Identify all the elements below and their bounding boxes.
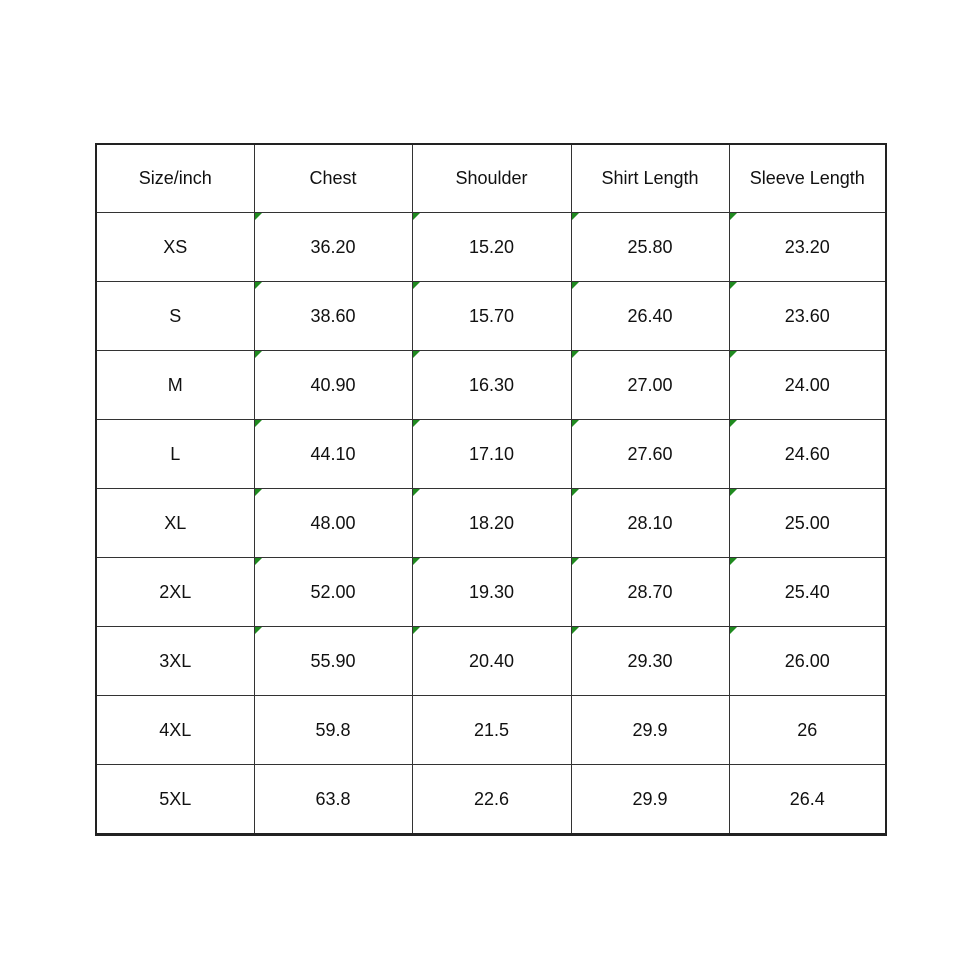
cell-value: 25.00 — [784, 512, 830, 533]
cell-chest — [254, 627, 412, 696]
cell-value: 17.10 — [468, 443, 515, 464]
cell-sleeve-length — [729, 558, 885, 627]
cell-sleeve-length — [729, 627, 885, 696]
header-row — [97, 145, 885, 213]
cell-marker-icon — [255, 351, 262, 358]
cell-size-text: S — [169, 305, 182, 326]
cell-size — [97, 351, 254, 420]
cell-chest — [254, 213, 412, 282]
cell-size — [97, 696, 254, 765]
cell-marker-icon — [255, 489, 262, 496]
cell-value: 26.00 — [784, 650, 830, 671]
cell-value: 26.40 — [627, 305, 673, 326]
cell-value: 15.20 — [468, 236, 515, 257]
cell-marker-icon — [730, 627, 737, 634]
cell-value: 15.70 — [468, 305, 515, 326]
cell-size — [97, 420, 254, 489]
cell-shoulder — [412, 213, 571, 282]
cell-value: 24.00 — [784, 374, 830, 395]
header-shoulder: Shoulder — [412, 145, 571, 213]
cell-marker-icon — [730, 558, 737, 565]
cell-chest — [254, 765, 412, 834]
cell-shirt-length — [571, 282, 729, 351]
table-row — [97, 558, 885, 627]
cell-size — [97, 627, 254, 696]
cell-value: 29.9 — [632, 719, 668, 740]
cell-size-text: M — [167, 374, 183, 395]
cell-marker-icon — [572, 351, 579, 358]
cell-marker-icon — [730, 351, 737, 358]
cell-shirt-length — [571, 696, 729, 765]
cell-sleeve-length — [729, 282, 885, 351]
cell-marker-icon — [730, 213, 737, 220]
cell-value: 23.60 — [784, 305, 830, 326]
cell-shoulder — [412, 282, 571, 351]
cell-chest — [254, 696, 412, 765]
cell-marker-icon — [413, 282, 420, 289]
cell-value: 28.10 — [627, 512, 673, 533]
table-row — [97, 696, 885, 765]
cell-sleeve-length — [729, 351, 885, 420]
size-table — [97, 145, 885, 833]
cell-value: 23.20 — [784, 236, 830, 257]
cell-value: 48.00 — [310, 512, 356, 533]
cell-shoulder — [412, 696, 571, 765]
cell-value: 59.8 — [315, 719, 351, 740]
cell-value: 29.9 — [632, 788, 668, 809]
cell-value: 19.30 — [468, 581, 515, 602]
cell-size — [97, 213, 254, 282]
cell-marker-icon — [413, 489, 420, 496]
cell-shoulder — [412, 351, 571, 420]
cell-value: 24.60 — [784, 443, 830, 464]
cell-value: 16.30 — [468, 374, 515, 395]
cell-shirt-length — [571, 420, 729, 489]
cell-value: 26.4 — [789, 788, 825, 809]
cell-shoulder — [412, 558, 571, 627]
cell-value: 28.70 — [627, 581, 673, 602]
cell-size-text: 2XL — [159, 581, 192, 602]
cell-marker-icon — [255, 420, 262, 427]
cell-value: 29.30 — [627, 650, 673, 671]
cell-value: 63.8 — [315, 788, 351, 809]
cell-size-text: XL — [164, 512, 187, 533]
cell-shirt-length — [571, 351, 729, 420]
cell-sleeve-length — [729, 213, 885, 282]
cell-marker-icon — [730, 420, 737, 427]
cell-size — [97, 765, 254, 834]
cell-marker-icon — [413, 558, 420, 565]
table-row — [97, 489, 885, 558]
cell-size-text: 5XL — [159, 788, 192, 809]
header-shirt-length: Shirt Length — [571, 145, 729, 213]
cell-value: 52.00 — [310, 581, 356, 602]
cell-size — [97, 489, 254, 558]
cell-value: 27.60 — [627, 443, 673, 464]
header-size: Size/inch — [97, 145, 254, 213]
table-row — [97, 765, 885, 834]
cell-size-text: L — [170, 443, 181, 464]
cell-marker-icon — [255, 627, 262, 634]
cell-value: 38.60 — [310, 305, 356, 326]
header-chest: Chest — [254, 145, 412, 213]
table-row — [97, 627, 885, 696]
cell-value: 27.00 — [627, 374, 673, 395]
cell-value: 36.20 — [310, 236, 356, 257]
cell-marker-icon — [572, 627, 579, 634]
table-body — [97, 213, 885, 834]
cell-shoulder — [412, 420, 571, 489]
cell-marker-icon — [572, 558, 579, 565]
cell-value: 55.90 — [310, 650, 356, 671]
cell-marker-icon — [572, 420, 579, 427]
cell-marker-icon — [255, 213, 262, 220]
cell-sleeve-length — [729, 420, 885, 489]
cell-value: 20.40 — [468, 650, 515, 671]
cell-chest — [254, 351, 412, 420]
cell-marker-icon — [730, 489, 737, 496]
cell-marker-icon — [413, 420, 420, 427]
cell-chest — [254, 489, 412, 558]
cell-size — [97, 282, 254, 351]
cell-value: 22.6 — [473, 788, 510, 809]
table-row — [97, 213, 885, 282]
header-sleeve-length: Sleeve Length — [729, 145, 885, 213]
cell-chest — [254, 420, 412, 489]
cell-marker-icon — [255, 558, 262, 565]
cell-value: 25.40 — [784, 581, 830, 602]
cell-sleeve-length — [729, 696, 885, 765]
cell-size — [97, 558, 254, 627]
table-row — [97, 282, 885, 351]
cell-shirt-length — [571, 489, 729, 558]
cell-shoulder — [412, 765, 571, 834]
cell-size-text: 3XL — [159, 650, 192, 671]
cell-marker-icon — [572, 213, 579, 220]
cell-marker-icon — [572, 282, 579, 289]
cell-marker-icon — [255, 282, 262, 289]
cell-marker-icon — [413, 627, 420, 634]
cell-size-text: 4XL — [159, 719, 192, 740]
cell-marker-icon — [572, 489, 579, 496]
cell-shirt-length — [571, 765, 729, 834]
cell-marker-icon — [413, 213, 420, 220]
size-chart — [95, 143, 887, 836]
cell-chest — [254, 282, 412, 351]
cell-chest — [254, 558, 412, 627]
cell-shirt-length — [571, 627, 729, 696]
cell-shirt-length — [571, 558, 729, 627]
cell-sleeve-length — [729, 489, 885, 558]
table-row — [97, 420, 885, 489]
cell-shoulder — [412, 627, 571, 696]
cell-size-text: XS — [163, 236, 188, 257]
cell-shoulder — [412, 489, 571, 558]
cell-value: 26 — [797, 719, 818, 740]
cell-shirt-length — [571, 213, 729, 282]
table-row — [97, 351, 885, 420]
cell-sleeve-length — [729, 765, 885, 834]
cell-marker-icon — [730, 282, 737, 289]
cell-value: 25.80 — [627, 236, 673, 257]
cell-value: 44.10 — [310, 443, 356, 464]
cell-value: 21.5 — [473, 719, 510, 740]
cell-value: 40.90 — [310, 374, 356, 395]
cell-marker-icon — [413, 351, 420, 358]
cell-value: 18.20 — [468, 512, 515, 533]
